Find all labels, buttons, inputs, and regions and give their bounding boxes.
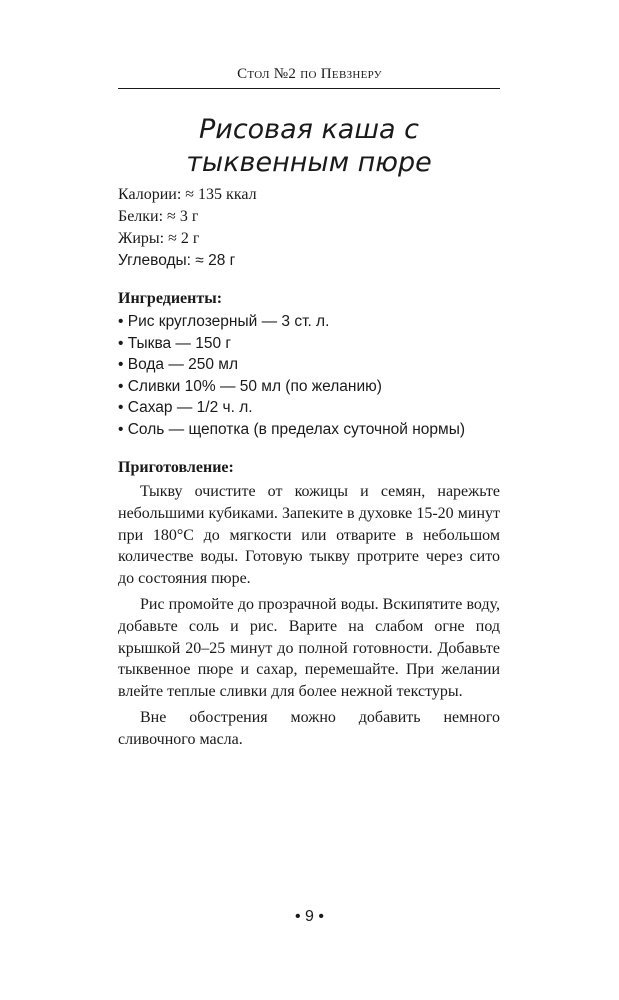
running-head-number: №2 xyxy=(273,66,297,82)
recipe-title: Рисовая каша с тыквенным пюре xyxy=(186,114,432,178)
nutrition-carbs: Углеводы: ≈ 28 г xyxy=(118,252,236,269)
preparation-heading: Приготовление: xyxy=(118,459,234,476)
ingredient-item: • Рис круглозерный — 3 ст. л. xyxy=(118,311,465,333)
ingredient-item: • Сливки 10% — 50 мл (по желанию) xyxy=(118,376,465,398)
nutrition-protein: Белки: ≈ 3 г xyxy=(118,208,199,225)
preparation-text xyxy=(118,481,500,755)
running-head xyxy=(0,66,619,83)
running-head-suffix: по Певзнеру xyxy=(300,66,382,82)
ingredients-list xyxy=(118,311,465,441)
ingredient-item: • Вода — 250 мл xyxy=(118,354,465,376)
header-divider xyxy=(118,88,500,89)
ingredient-item: • Тыква — 150 г xyxy=(118,333,465,355)
nutrition-calories: Калории: ≈ 135 ккал xyxy=(118,186,257,203)
nutrition-fat: Жиры: ≈ 2 г xyxy=(118,230,200,247)
preparation-paragraph: Тыкву очистите от кожицы и семян, нарежьте небольшими кубиками. Запеките в духовке 15-20 минут при 180°C до мягкости или отварите в небольшом количестве воды. Готовую тыкву протрите через сито до состояния пюре. xyxy=(118,483,500,588)
preparation-paragraph: Рис промойте до прозрачной воды. Вскипятите воду, добавьте соль и рис. Варите на слабом огне под крышкой 20–25 минут до полной готовности. Добавьте тыквенное пюре и сахар, перемешайте. При желании влейте теплые сливки для более нежной текстуры. xyxy=(118,595,500,701)
preparation-paragraph: Вне обострения можно добавить немного сливочного масла. xyxy=(118,708,500,748)
nutrition-facts xyxy=(118,184,257,272)
running-head-prefix: Стол xyxy=(237,66,270,82)
ingredient-item: • Соль — щепотка (в пределах суточной нормы) xyxy=(118,419,465,441)
ingredient-item: • Сахар — 1/2 ч. л. xyxy=(118,397,465,419)
page-number: • 9 • xyxy=(295,908,324,925)
ingredients-heading: Ингредиенты: xyxy=(118,290,223,307)
